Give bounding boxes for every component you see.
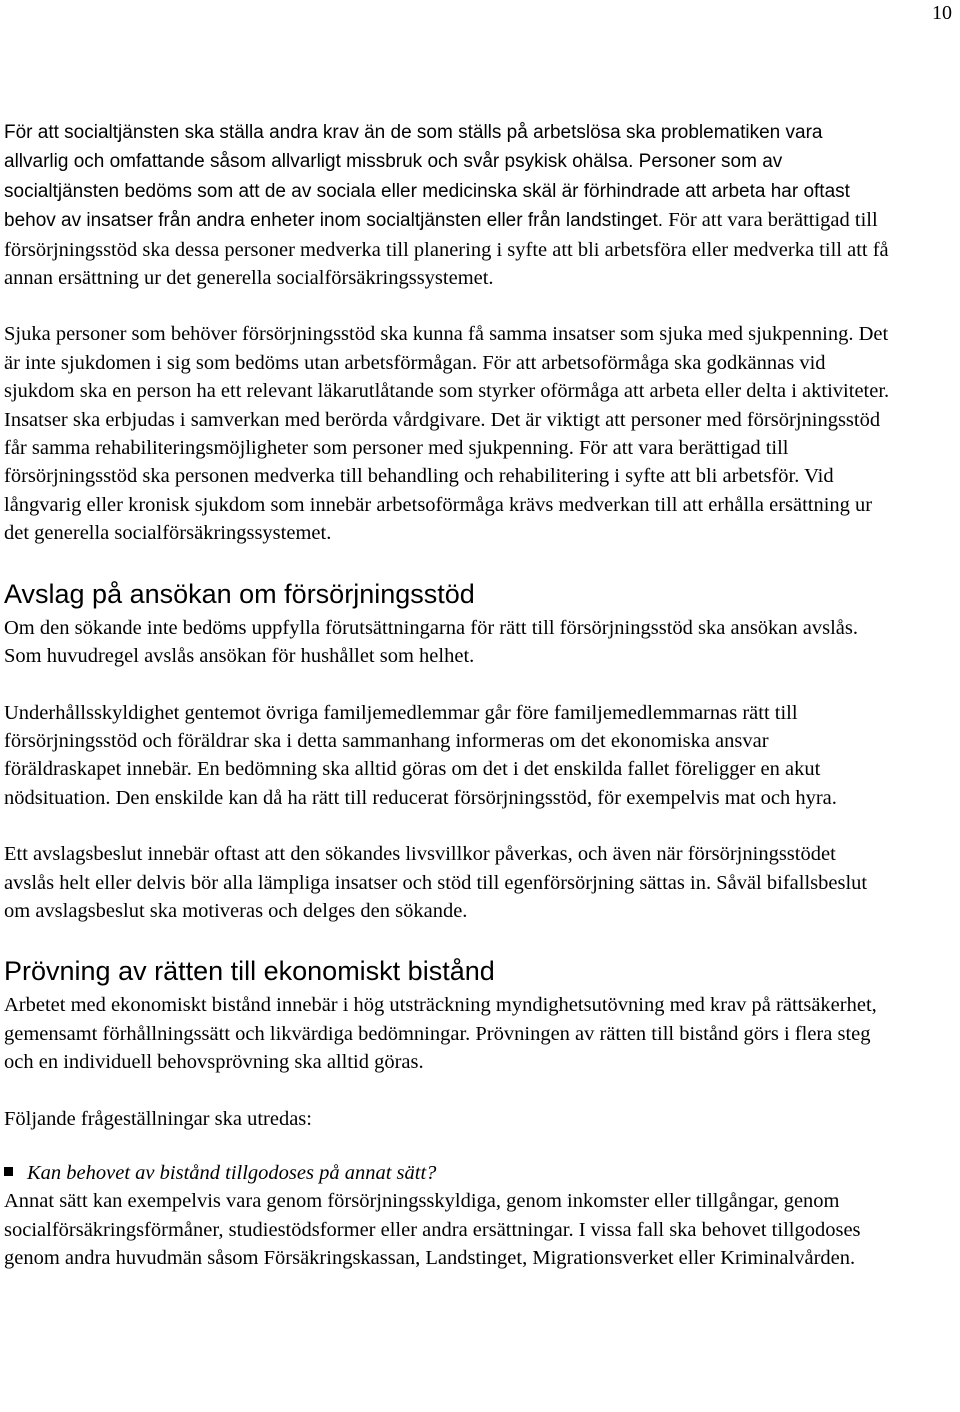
bullet-list-item [4, 1159, 890, 1187]
avslag-paragraph-2: Underhållsskyldighet gentemot övriga familjemedlemmar går före familjemedlemmarnas rätt till försörjningsstöd och föräldrar ska i detta sammanhang informeras om det ekonomiska ansvar föräldraskapet innebär. En bedömning ska alltid göras om det i det enskilda fallet föreligger en akut nödsituation. Den enskilde kan då ha rätt till reducerat försörjningsstöd, för exempelvis mat och hyra. [4, 701, 837, 809]
page-number: 10 [932, 2, 952, 24]
intro-text-sans: För att socialtjänsten ska ställa andra krav än de som ställs på arbetslösa ska problematiken vara allvarlig och omfattande såsom allvarligt missbruk och svår psykisk ohälsa. Personer som av socialtjänsten bedöms som att de av sociala eller medicinska skäl är förhindrade att arbeta har oftast behov av insatser från andra enheter inom socialtjänsten eller från landstinget. [4, 122, 850, 232]
avslag-paragraph-1: Om den sökande inte bedöms uppfylla förutsättningarna för rätt till försörjningsstöd ska ansökan avslås. Som huvudregel avslås ansökan för hushållet som helhet. [4, 616, 858, 668]
intro-paragraph [4, 118, 890, 292]
section-heading-avslag: Avslag på ansökan om försörjningsstöd [4, 578, 475, 609]
sick-paragraph: Sjuka personer som behöver försörjningsstöd ska kunna få samma insatser som sjuka med sjukpenning. Det är inte sjukdomen i sig som bedöms utan arbetsförmågan. För att arbetsoförmåga ska godkännas vid sjukdom ska en person ha ett relevant läkarutlåtande som styrker oförmåga att arbeta eller delta i aktiviteter. Insatser ska erbjudas i samverkan med berörda vårdgivare. Det är viktigt att personer med försörjningsstöd får samma rehabiliteringsmöjligheter som personer med sjukpenning. För att vara berättigad till försörjningsstöd ska personen medverka till behandling och rehabilitering i syfte att bli arbetsför. Vid långvarig eller kronisk sjukdom som innebär arbetsoförmåga krävs medverkan till att erhålla ersättning ur det generella socialförsäkringssystemet. [4, 323, 890, 545]
document-body [4, 118, 890, 1273]
bullet-answer-paragraph: Annat sätt kan exempelvis vara genom försörjningsskyldiga, genom inkomster eller tillgångar, genom socialförsäkringsförmåner, studiestödsformer eller andra ersättningar. I vissa fall ska behovet tillgodoses genom andra huvudmän såsom Försäkringskassan, Landstinget, Migrationsverket eller Kriminalvården. [4, 1190, 861, 1270]
intro-text-serif: För att vara berättigad till försörjningsstöd ska dessa personer medverka till planering i syfte att bli arbetsföra eller medverka till att få annan ersättning ur det generella socialförsäkringssystemet. [4, 209, 889, 290]
bullet-question: Kan behovet av bistånd tillgodoses på annat sätt? [27, 1161, 437, 1184]
provning-paragraph-1: Arbetet med ekonomiskt bistånd innebär i hög utsträckning myndighetsutövning med krav på rättsäkerhet, gemensamt förhållningssätt och likvärdiga bedömningar. Prövningen av rätten till bistånd görs i flera steg och en individuell behovsprövning ska alltid göras. [4, 994, 877, 1074]
square-bullet-icon [4, 1167, 13, 1176]
section-heading-provning: Prövning av rätten till ekonomiskt bistånd [4, 956, 495, 987]
provning-paragraph-2: Följande frågeställningar ska utredas: [4, 1107, 312, 1130]
avslag-paragraph-3: Ett avslagsbeslut innebär oftast att den sökandes livsvillkor påverkas, och även när försörjningsstödet avslås helt eller delvis bör alla lämpliga insatser och stöd till egenförsörjning sättas in. Såväl bifallsbeslut om avslagsbeslut ska motiveras och delges den sökande. [4, 843, 868, 922]
